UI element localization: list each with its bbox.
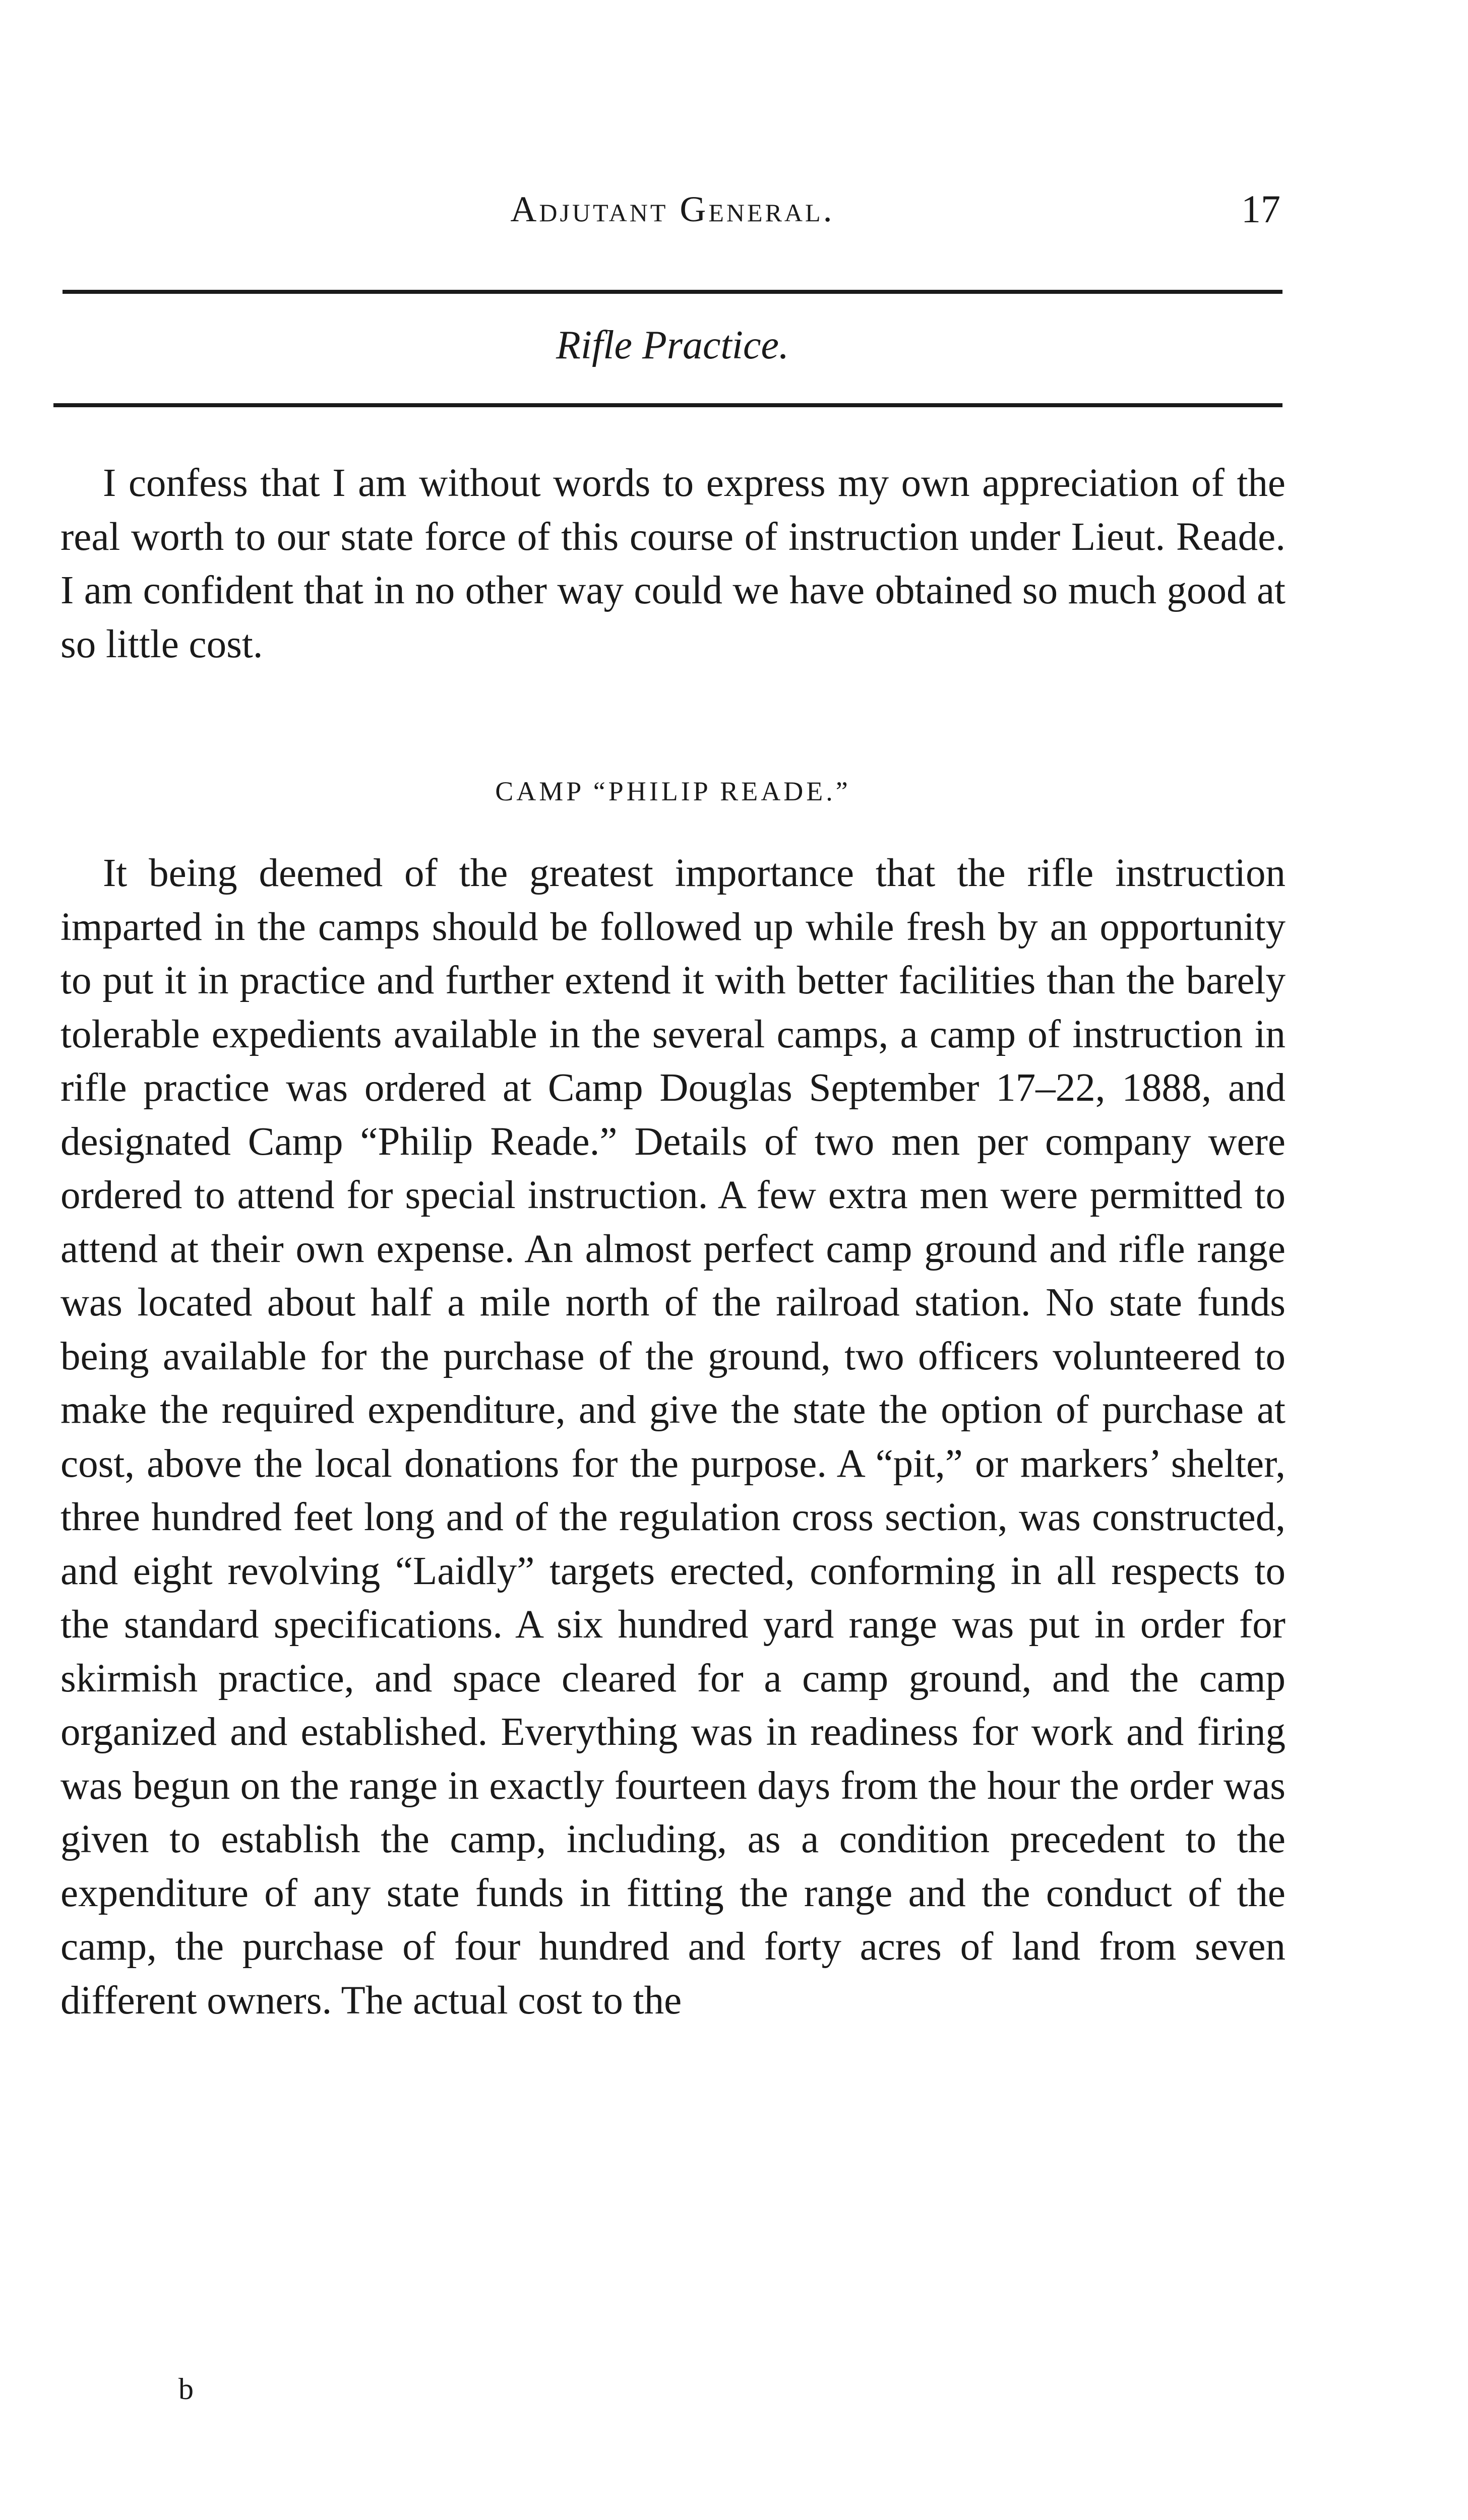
top-rule bbox=[63, 290, 1282, 294]
paragraph-2 bbox=[60, 847, 1286, 2028]
section-title: Rifle Practice. bbox=[556, 323, 789, 367]
paragraph-1-text: I confess that I am without words to express my own appreciation of the real worth to our state force of this course of instruction under Lieut. Reade. I am confident that in no other way could we have obtained so much good at so little cost. bbox=[60, 461, 1286, 666]
signature-mark: b bbox=[178, 2372, 194, 2406]
camp-subheading: CAMP “PHILIP READE.” bbox=[495, 776, 851, 806]
page-number: 17 bbox=[1241, 187, 1280, 231]
paragraph-2-text: It being deemed of the greatest importance that the rifle instruction imparted in the camps should be followed up while fresh by an opportunity to put it in practice and further extend it with better facilities than the barely tolerable expedients available in the several camps, a camp of instruction in rifle practice was ordered at Camp Douglas September 17–22, 1888, and designated Camp “Philip Reade.” Details of two men per company were ordered to attend for special instruction. A few extra men were permitted to attend at their own expense. An almost perfect camp ground and rifle range was located about half a mile north of the railroad station. No state funds being available for the purchase of the ground, two officers volunteered to make the required expenditure, and give the state the option of purchase at cost, above the local donations for the purpose. A “pit,” or markers’ shelter, three hundred feet long and of the regulation cross section, was constructed, and eight revolving “Laidly” targets erected, conforming in all respects to the standard specifications. A six hundred yard range was put in order for skirmish practice, and space cleared for a camp ground, and the camp organized and established. Everything was in readiness for work and firing was begun on the range in exactly fourteen days from the hour the order was given to establish the camp, including, as a condition precedent to the expenditure of any state funds in fitting the range and the conduct of the camp, the purchase of four hundred and forty acres of land from seven different owners. The actual cost to the bbox=[60, 851, 1286, 2023]
paragraph-1 bbox=[60, 457, 1286, 671]
running-header bbox=[65, 181, 1280, 237]
bottom-rule bbox=[53, 403, 1282, 407]
running-title: Adjutant General. bbox=[510, 189, 835, 229]
